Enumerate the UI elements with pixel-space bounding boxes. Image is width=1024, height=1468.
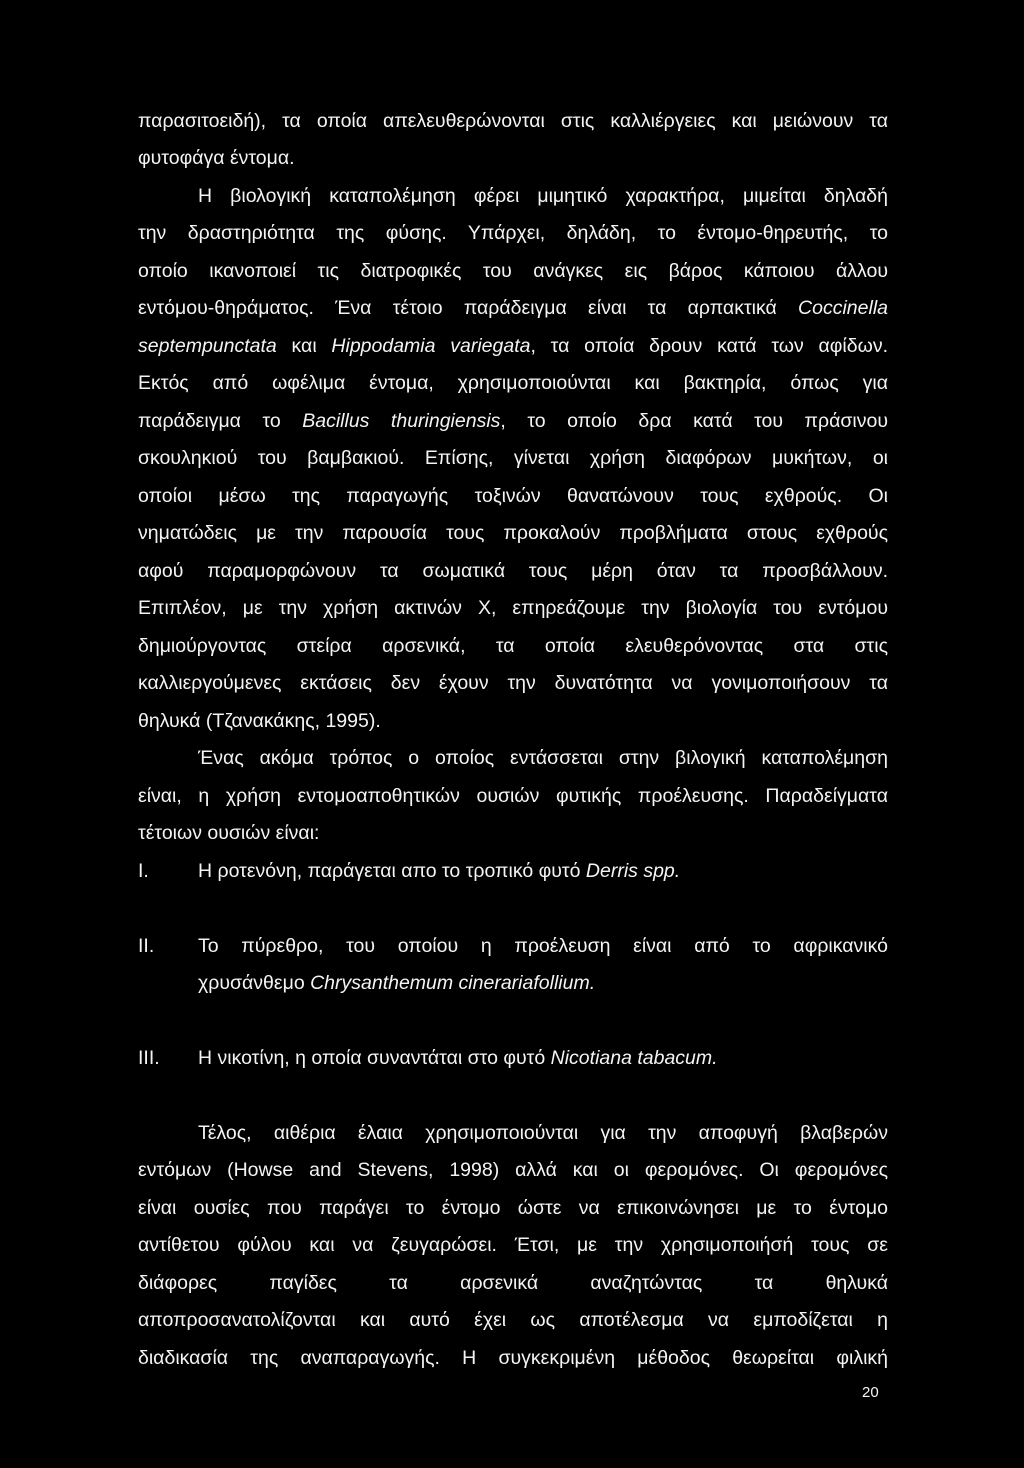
text-line: οποίοι μέσω της παραγωγής τοξινών θανατώνουν τους εχθρούς. Οι [138, 485, 888, 507]
text-line: διαδικασία της αναπαραγωγής. Η συγκεκριμένη μέθοδος θεωρείται φιλική [138, 1347, 888, 1369]
text-line [138, 294, 888, 322]
text-span: , τα οποία δρουν κατά των αφίδων. [530, 335, 889, 357]
text-span: και [276, 335, 332, 357]
species-name: Coccinella [798, 297, 888, 319]
text-line [138, 332, 888, 360]
text-span: εντόμου-θηράματος. Ένα τέτοιο παράδειγμα είναι τα αρπακτικά [138, 297, 799, 319]
text-span: παράδειγμα το [138, 410, 303, 432]
list-item [198, 857, 888, 885]
text-span: Η ροτενόνη, παράγεται απο το τροπικό φυτό [198, 860, 586, 882]
species-name: Hippodamia variegata [331, 335, 531, 357]
text-line: Επιπλέον, με την χρήση ακτινών Χ, επηρεάζουμε την βιολογία του εντόμου [138, 597, 888, 619]
text-line: αποπροσανατολίζονται και αυτό έχει ως αποτέλεσμα να εμποδίζεται η [138, 1309, 888, 1331]
list-number: II. [138, 935, 155, 957]
text-line: παρασιτοειδή), τα οποία απελευθερώνονται στις καλλιέργειες και μειώνουν τα [138, 110, 888, 132]
text-line: δημιούργοντας στείρα αρσενικά, τα οποία ελευθερόνοντας στα στις [138, 635, 888, 657]
list-number: III. [138, 1047, 160, 1069]
text-span: Η νικοτίνη, η οποία συναντάται στο φυτό [198, 1047, 551, 1069]
text-line: την δραστηριότητα της φύσης. Υπάρχει, δηλάδη, το έντομο-θηρευτής, το [138, 222, 888, 244]
text-line: θηλυκά (Τζανακάκης, 1995). [138, 710, 381, 732]
text-line [138, 407, 888, 435]
text-line: Ένας ακόμα τρόπος ο οποίος εντάσσεται στην βιλογική καταπολέμηση [198, 747, 888, 769]
text-line: διάφορες παγίδες τα αρσενικά αναζητώντας τα θηλυκά [138, 1272, 888, 1294]
list-item-continuation [198, 969, 888, 997]
text-line: εντόμων (Howse and Stevens, 1998) αλλά και οι φερομόνες. Οι φερομόνες [138, 1159, 888, 1181]
text-line: οποίο ικανοποιεί τις διατροφικές του ανάγκες εις βάρος κάποιου άλλου [138, 260, 888, 282]
text-line: είναι ουσίες που παράγει το έντομο ώστε να επικοινώνησει με το έντομο [138, 1197, 888, 1219]
text-line: νηματώδεις με την παρουσία τους προκαλούν προβλήματα στους εχθρούς [138, 522, 888, 544]
text-line: τέτοιων ουσιών είναι: [138, 822, 320, 844]
text-line: καλλιεργούμενες εκτάσεις δεν έχουν την δυνατότητα να γονιμοποιήσουν τα [138, 672, 888, 694]
text-line: Εκτός από ωφέλιμα έντομα, χρησιμοποιούνται και βακτηρία, όπως για [138, 372, 888, 394]
page-number: 20 [862, 1384, 879, 1401]
text-line: σκουληκιού του βαμβακιού. Επίσης, γίνεται χρήση διαφόρων μυκήτων, οι [138, 447, 888, 469]
text-line: αφού παραμορφώνουν τα σωματικά τους μέρη όταν τα προσβάλλουν. [138, 560, 888, 582]
text-line: Η βιολογική καταπολέμηση φέρει μιμητικό χαρακτήρα, μιμείται δηλαδή [198, 185, 888, 207]
text-line: αντίθετου φύλου και να ζευγαρώσει. Έτσι, με την χρησιμοποιήσή τους σε [138, 1234, 888, 1256]
text-span: χρυσάνθεμο [198, 972, 311, 994]
list-number: I. [138, 860, 149, 882]
list-item [198, 1044, 888, 1072]
text-line: είναι, η χρήση εντομοαποθητικών ουσιών φυτικής προέλευσης. Παραδείγματα [138, 785, 888, 807]
species-name: Bacillus thuringiensis [302, 410, 501, 432]
species-name: septempunctata [138, 335, 277, 357]
species-name: Derris spp. [585, 860, 681, 882]
species-name: Nicotiana tabacum. [550, 1047, 718, 1069]
text-line: φυτοφάγα έντομα. [138, 147, 295, 169]
species-name: Chrysanthemum cinerariafollium. [310, 972, 596, 994]
text-line: Τέλος, αιθέρια έλαια χρησιμοποιούνται για την αποφυγή βλαβερών [198, 1122, 888, 1144]
list-item: Το πύρεθρο, του οποίου η προέλευση είναι από το αφρικανικό [198, 935, 888, 957]
text-span: , το οποίο δρα κατά του πράσινου [500, 410, 888, 432]
